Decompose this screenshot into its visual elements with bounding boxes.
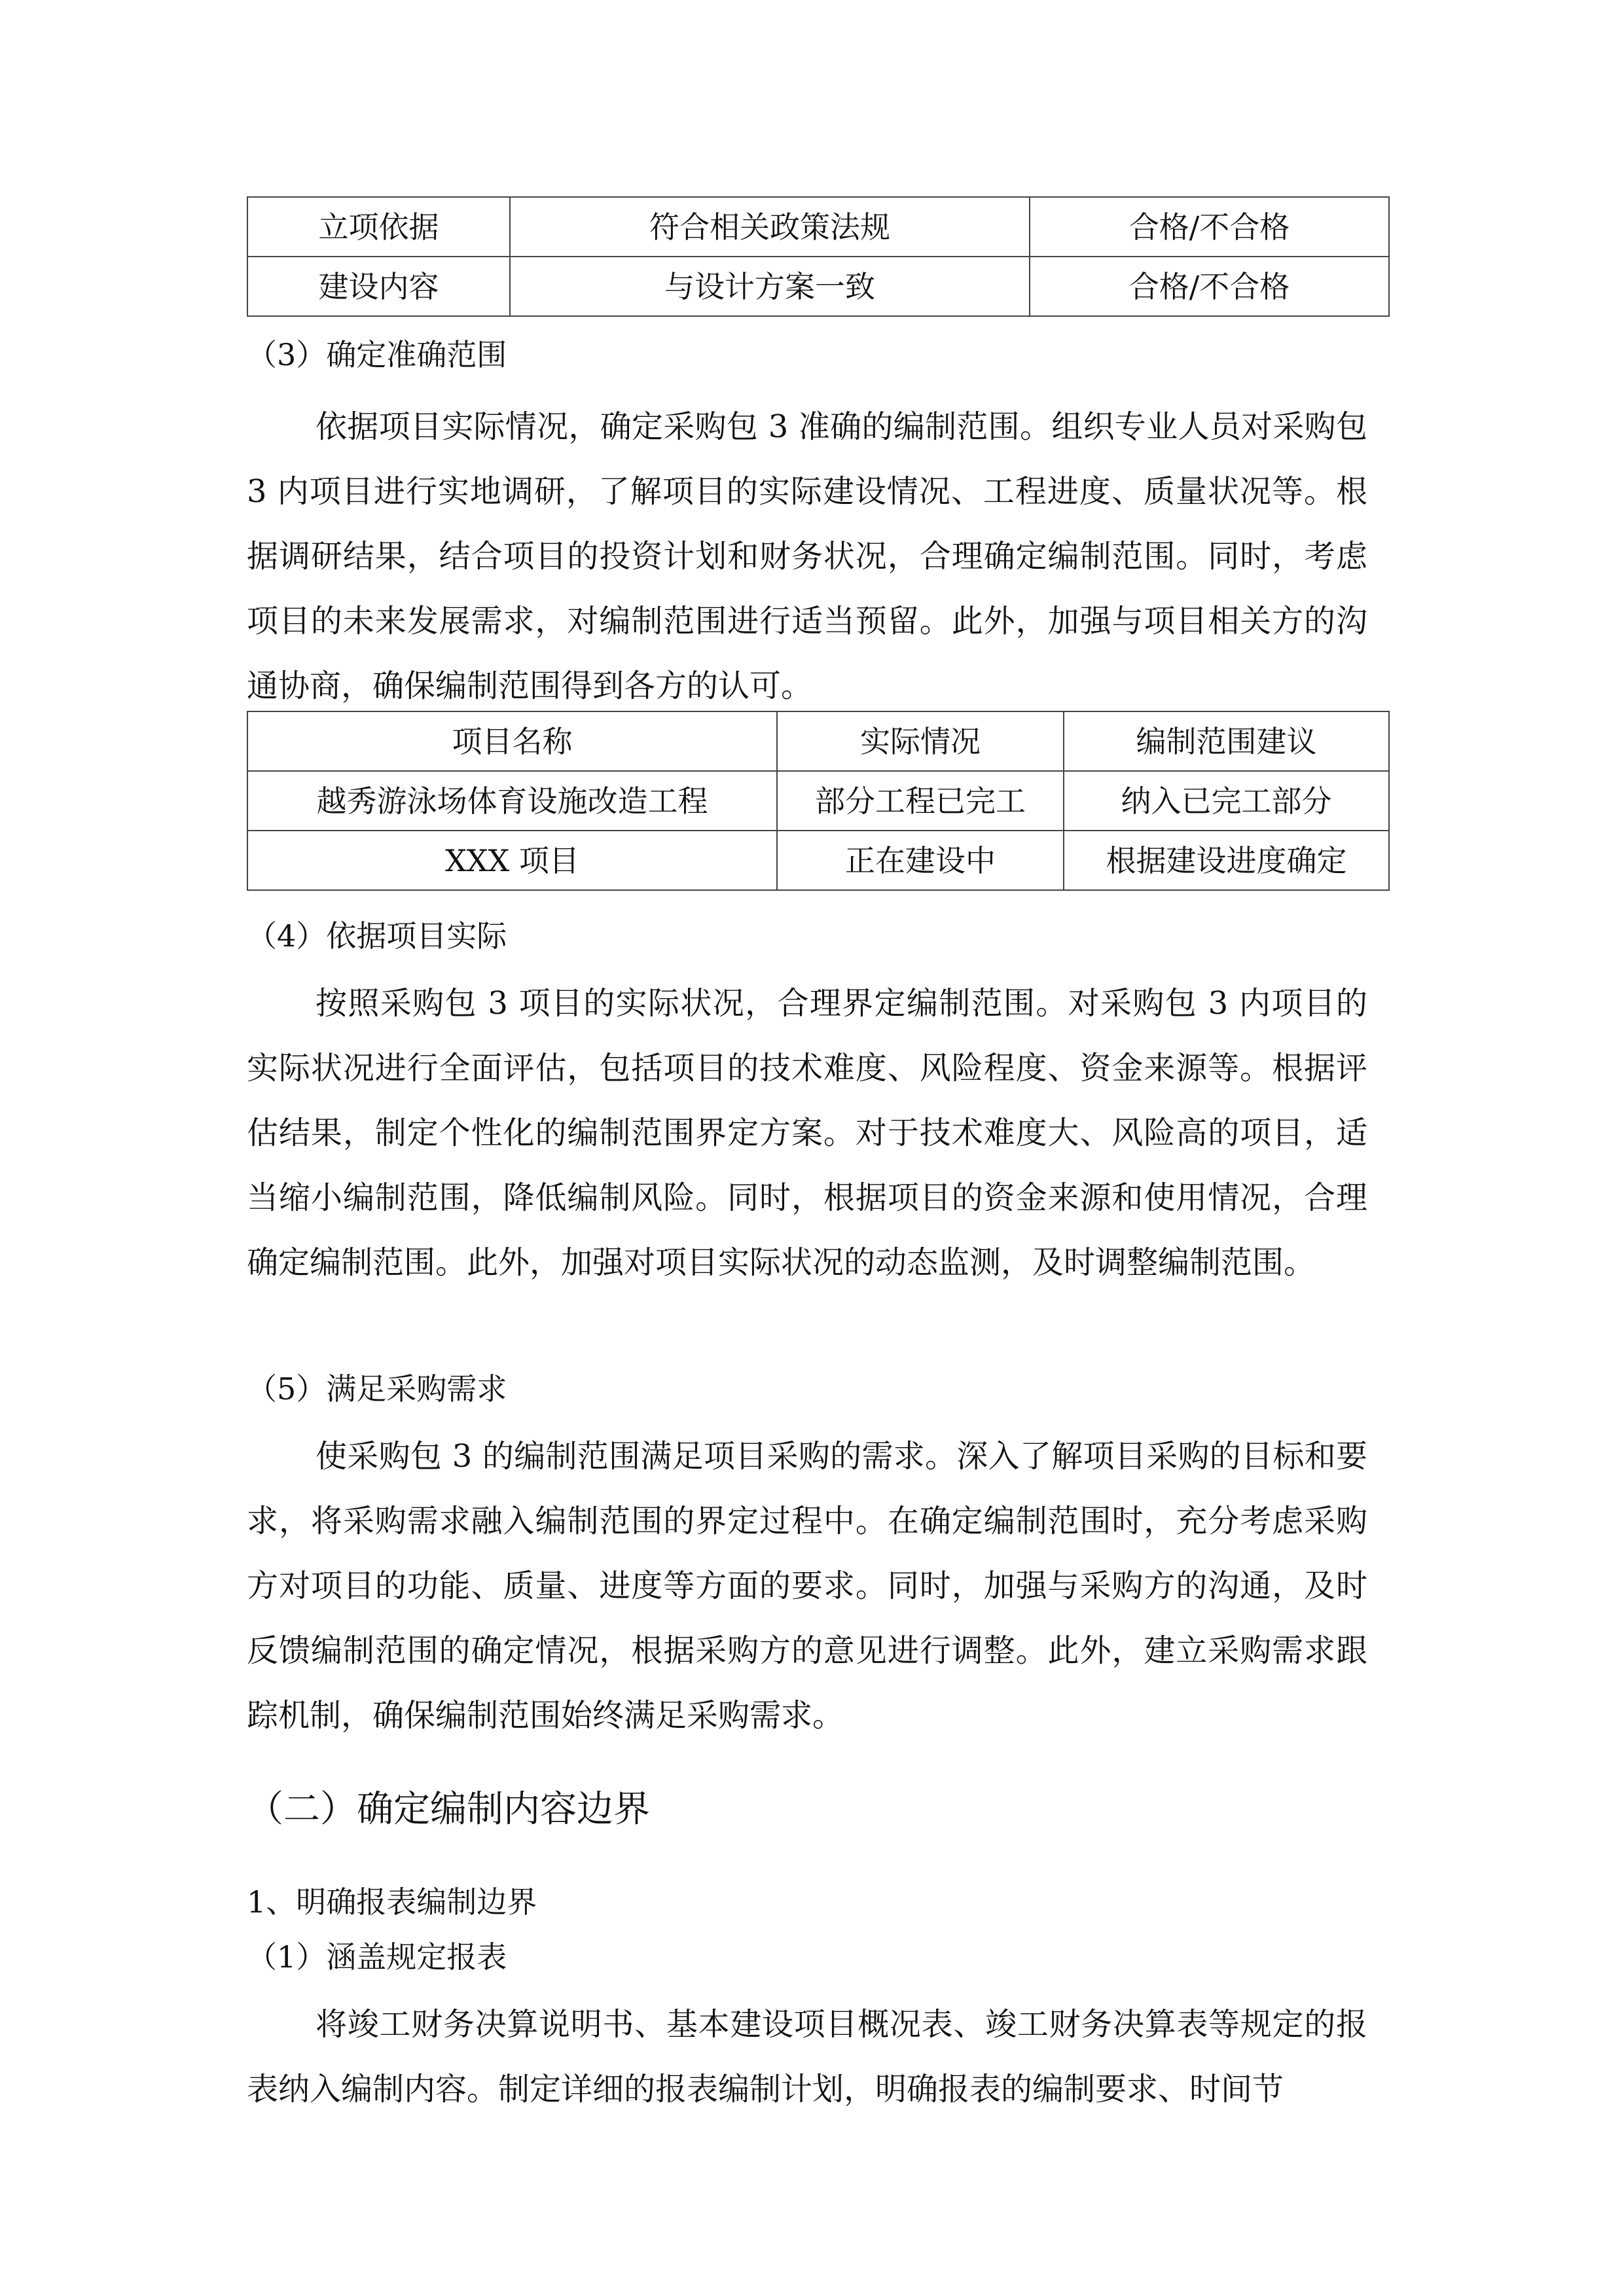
table-cell: XXX 项目 <box>247 831 777 890</box>
item-1-label: （1）涵盖规定报表 <box>247 1939 507 1975</box>
table-row <box>247 831 1389 890</box>
table-row <box>247 197 1389 257</box>
chapter-subheading: 1、明确报表编制边界 <box>247 1884 537 1920</box>
section-5-label: （5）满足采购需求 <box>247 1371 507 1407</box>
table-row <box>247 771 1389 831</box>
table-cell: 部分工程已完工 <box>777 771 1064 831</box>
section-4-label: （4）依据项目实际 <box>247 918 507 954</box>
section-3-label: （3）确定准确范围 <box>247 337 507 372</box>
item-1-paragraph: 将竣工财务决算说明书、基本建设项目概况表、竣工财务决算表等规定的报表纳入编制内容。制定详细的报表编制计划，明确报表的编制要求、时间节 <box>247 2006 1367 2108</box>
table-header-cell: 项目名称 <box>247 711 777 771</box>
table-cell: 与设计方案一致 <box>510 257 1030 316</box>
scope-table <box>247 711 1390 891</box>
table-cell: 越秀游泳场体育设施改造工程 <box>247 771 777 831</box>
table-cell: 根据建设进度确定 <box>1064 831 1389 890</box>
table-header-cell: 实际情况 <box>777 711 1064 771</box>
table-cell: 正在建设中 <box>777 831 1064 890</box>
table-cell: 纳入已完工部分 <box>1064 771 1389 831</box>
table-cell: 建设内容 <box>247 257 510 316</box>
section-3-paragraph: 依据项目实际情况，确定采购包 3 准确的编制范围。组织专业人员对采购包 3 内项目进行实地调研，了解项目的实际建设情况、工程进度、质量状况等。根据调研结果，结合项目的投资计划和财务状况，合理确定编制范围。同时，考虑项目的未来发展需求，对编制范围进行适当预留。此外，加强与项目相关方的沟通协商，确保编制范围得到各方的认可。 <box>247 408 1367 704</box>
table-cell: 合格/不合格 <box>1030 197 1389 257</box>
table-header-row <box>247 711 1389 771</box>
criteria-table <box>247 196 1390 317</box>
section-4-paragraph: 按照采购包 3 项目的实际状况，合理界定编制范围。对采购包 3 内项目的实际状况进行全面评估，包括项目的技术难度、风险程度、资金来源等。根据评估结果，制定个性化的编制范围界定方案。对于技术难度大、风险高的项目，适当缩小编制范围，降低编制风险。同时，根据项目的资金来源和使用情况，合理确定编制范围。此外，加强对项目实际状况的动态监测，及时调整编制范围。 <box>247 985 1367 1281</box>
chapter-heading: （二）确定编制内容边界 <box>247 1788 650 1831</box>
table-row <box>247 257 1389 316</box>
table-header-cell: 编制范围建议 <box>1064 711 1389 771</box>
section-5-paragraph: 使采购包 3 的编制范围满足项目采购的需求。深入了解项目采购的目标和要求，将采购需求融入编制范围的界定过程中。在确定编制范围时，充分考虑采购方对项目的功能、质量、进度等方面的要求。同时，加强与采购方的沟通，及时反馈编制范围的确定情况，根据采购方的意见进行调整。此外，建立采购需求跟踪机制，确保编制范围始终满足采购需求。 <box>247 1438 1367 1734</box>
table-cell: 符合相关政策法规 <box>510 197 1030 257</box>
table-cell: 立项依据 <box>247 197 510 257</box>
table-cell: 合格/不合格 <box>1030 257 1389 316</box>
